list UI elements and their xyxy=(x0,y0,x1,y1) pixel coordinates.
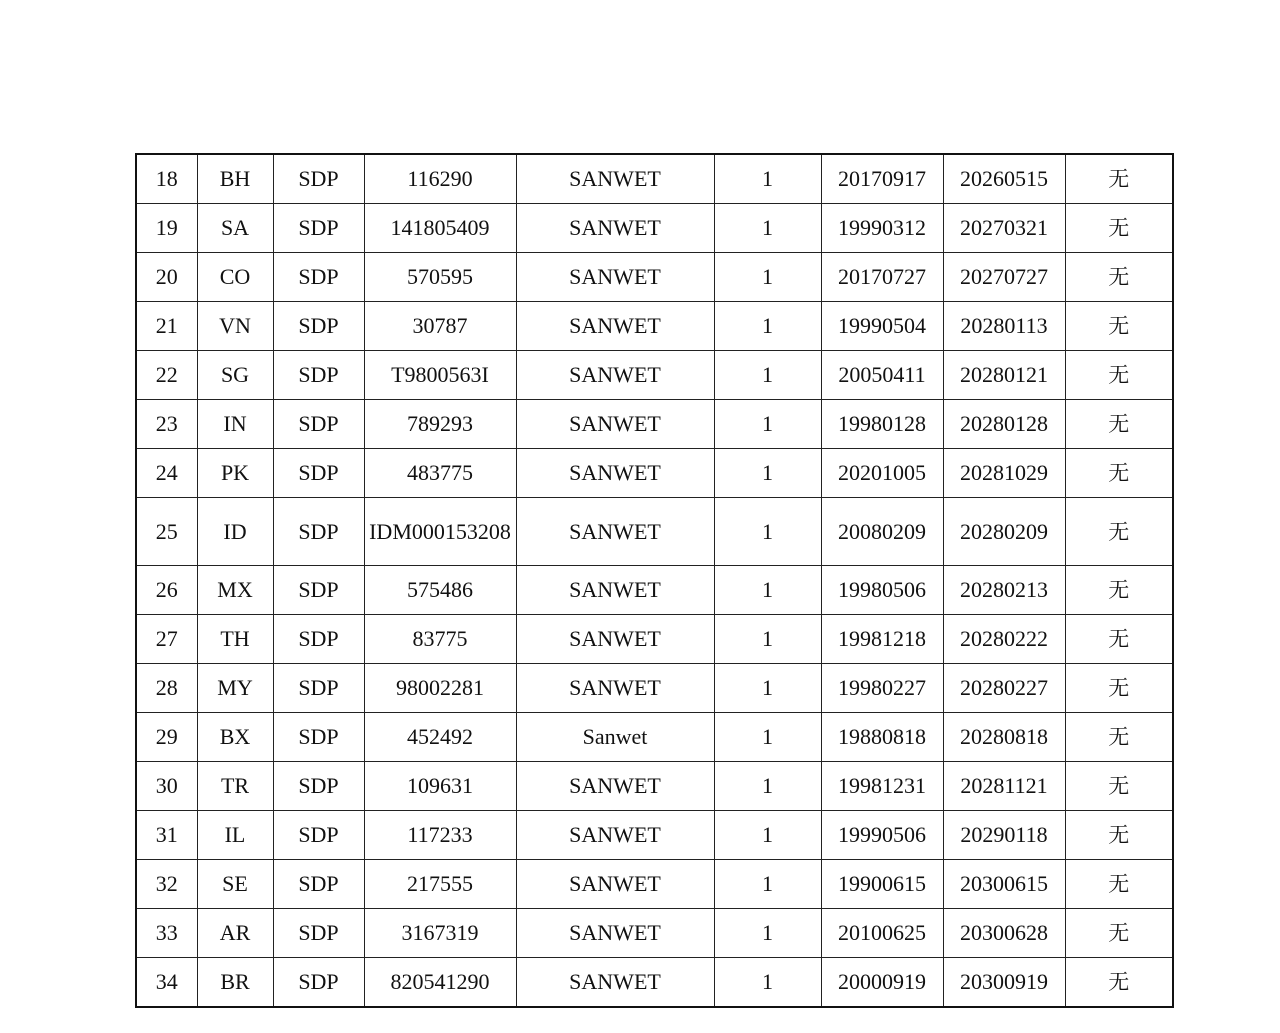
expiry-date-cell: 20270727 xyxy=(943,253,1065,302)
trademark-name-cell: SANWET xyxy=(516,762,714,811)
expiry-date-cell: 20290118 xyxy=(943,811,1065,860)
expiry-date-cell: 20300628 xyxy=(943,909,1065,958)
trademark-name-cell: SANWET xyxy=(516,154,714,204)
row-number-cell: 27 xyxy=(136,615,197,664)
registration-number-cell: T9800563I xyxy=(364,351,516,400)
registration-date-cell: 20201005 xyxy=(821,449,943,498)
class-cell: 1 xyxy=(714,204,821,253)
type-cell: SDP xyxy=(273,909,364,958)
type-cell: SDP xyxy=(273,811,364,860)
country-code-cell: ID xyxy=(197,498,273,566)
registration-date-cell: 20170917 xyxy=(821,154,943,204)
class-cell: 1 xyxy=(714,400,821,449)
registration-number-cell: 83775 xyxy=(364,615,516,664)
registration-date-cell: 20080209 xyxy=(821,498,943,566)
note-cell: 无 xyxy=(1065,204,1173,253)
type-cell: SDP xyxy=(273,302,364,351)
expiry-date-cell: 20280121 xyxy=(943,351,1065,400)
type-cell: SDP xyxy=(273,615,364,664)
country-code-cell: PK xyxy=(197,449,273,498)
row-number-cell: 30 xyxy=(136,762,197,811)
country-code-cell: BH xyxy=(197,154,273,204)
expiry-date-cell: 20280113 xyxy=(943,302,1065,351)
class-cell: 1 xyxy=(714,449,821,498)
table-row xyxy=(136,958,1173,1008)
note-cell: 无 xyxy=(1065,958,1173,1008)
type-cell: SDP xyxy=(273,762,364,811)
expiry-date-cell: 20280818 xyxy=(943,713,1065,762)
row-number-cell: 29 xyxy=(136,713,197,762)
country-code-cell: IL xyxy=(197,811,273,860)
registration-date-cell: 19980128 xyxy=(821,400,943,449)
registration-date-cell: 19900615 xyxy=(821,860,943,909)
trademark-name-cell: SANWET xyxy=(516,498,714,566)
class-cell: 1 xyxy=(714,909,821,958)
class-cell: 1 xyxy=(714,253,821,302)
note-cell: 无 xyxy=(1065,664,1173,713)
note-cell: 无 xyxy=(1065,449,1173,498)
expiry-date-cell: 20280209 xyxy=(943,498,1065,566)
type-cell: SDP xyxy=(273,713,364,762)
note-cell: 无 xyxy=(1065,909,1173,958)
class-cell: 1 xyxy=(714,498,821,566)
note-cell: 无 xyxy=(1065,762,1173,811)
note-cell: 无 xyxy=(1065,400,1173,449)
class-cell: 1 xyxy=(714,566,821,615)
country-code-cell: BX xyxy=(197,713,273,762)
registration-number-cell: 117233 xyxy=(364,811,516,860)
trademark-name-cell: SANWET xyxy=(516,615,714,664)
table-body xyxy=(136,154,1173,1007)
expiry-date-cell: 20280128 xyxy=(943,400,1065,449)
class-cell: 1 xyxy=(714,811,821,860)
registration-date-cell: 19990312 xyxy=(821,204,943,253)
registration-number-cell: 30787 xyxy=(364,302,516,351)
trademark-name-cell: SANWET xyxy=(516,253,714,302)
note-cell: 无 xyxy=(1065,302,1173,351)
trademark-name-cell: SANWET xyxy=(516,302,714,351)
expiry-date-cell: 20300919 xyxy=(943,958,1065,1008)
registration-number-cell: 789293 xyxy=(364,400,516,449)
class-cell: 1 xyxy=(714,664,821,713)
class-cell: 1 xyxy=(714,615,821,664)
table-row xyxy=(136,302,1173,351)
row-number-cell: 28 xyxy=(136,664,197,713)
registration-date-cell: 19980227 xyxy=(821,664,943,713)
country-code-cell: AR xyxy=(197,909,273,958)
trademark-name-cell: SANWET xyxy=(516,566,714,615)
registration-date-cell: 19981231 xyxy=(821,762,943,811)
registration-number-cell: IDM000153208 xyxy=(364,498,516,566)
trademark-name-cell: SANWET xyxy=(516,449,714,498)
type-cell: SDP xyxy=(273,498,364,566)
table-row xyxy=(136,860,1173,909)
registration-number-cell: 217555 xyxy=(364,860,516,909)
trademark-name-cell: SANWET xyxy=(516,909,714,958)
type-cell: SDP xyxy=(273,860,364,909)
note-cell: 无 xyxy=(1065,351,1173,400)
registration-date-cell: 20170727 xyxy=(821,253,943,302)
registration-date-cell: 19880818 xyxy=(821,713,943,762)
note-cell: 无 xyxy=(1065,154,1173,204)
row-number-cell: 32 xyxy=(136,860,197,909)
registration-date-cell: 19990506 xyxy=(821,811,943,860)
trademark-name-cell: Sanwet xyxy=(516,713,714,762)
class-cell: 1 xyxy=(714,154,821,204)
expiry-date-cell: 20280222 xyxy=(943,615,1065,664)
row-number-cell: 34 xyxy=(136,958,197,1008)
row-number-cell: 19 xyxy=(136,204,197,253)
registration-number-cell: 483775 xyxy=(364,449,516,498)
note-cell: 无 xyxy=(1065,253,1173,302)
expiry-date-cell: 20280227 xyxy=(943,664,1065,713)
trademark-name-cell: SANWET xyxy=(516,664,714,713)
table-row xyxy=(136,253,1173,302)
registration-date-cell: 20000919 xyxy=(821,958,943,1008)
type-cell: SDP xyxy=(273,154,364,204)
note-cell: 无 xyxy=(1065,811,1173,860)
registration-date-cell: 19990504 xyxy=(821,302,943,351)
table-row xyxy=(136,762,1173,811)
type-cell: SDP xyxy=(273,253,364,302)
registration-date-cell: 19980506 xyxy=(821,566,943,615)
trademark-name-cell: SANWET xyxy=(516,958,714,1008)
registration-number-cell: 116290 xyxy=(364,154,516,204)
registration-number-cell: 141805409 xyxy=(364,204,516,253)
country-code-cell: TR xyxy=(197,762,273,811)
registration-number-cell: 452492 xyxy=(364,713,516,762)
table-row xyxy=(136,909,1173,958)
registration-date-cell: 20050411 xyxy=(821,351,943,400)
type-cell: SDP xyxy=(273,664,364,713)
registration-number-cell: 820541290 xyxy=(364,958,516,1008)
registration-number-cell: 570595 xyxy=(364,253,516,302)
class-cell: 1 xyxy=(714,860,821,909)
trademark-name-cell: SANWET xyxy=(516,204,714,253)
trademark-name-cell: SANWET xyxy=(516,400,714,449)
country-code-cell: BR xyxy=(197,958,273,1008)
table-row xyxy=(136,154,1173,204)
registration-number-cell: 98002281 xyxy=(364,664,516,713)
country-code-cell: SE xyxy=(197,860,273,909)
country-code-cell: CO xyxy=(197,253,273,302)
expiry-date-cell: 20260515 xyxy=(943,154,1065,204)
expiry-date-cell: 20281029 xyxy=(943,449,1065,498)
registration-number-cell: 109631 xyxy=(364,762,516,811)
country-code-cell: IN xyxy=(197,400,273,449)
note-cell: 无 xyxy=(1065,566,1173,615)
country-code-cell: TH xyxy=(197,615,273,664)
type-cell: SDP xyxy=(273,204,364,253)
country-code-cell: MX xyxy=(197,566,273,615)
table-row xyxy=(136,449,1173,498)
registration-date-cell: 19981218 xyxy=(821,615,943,664)
note-cell: 无 xyxy=(1065,713,1173,762)
row-number-cell: 18 xyxy=(136,154,197,204)
table-row xyxy=(136,615,1173,664)
expiry-date-cell: 20280213 xyxy=(943,566,1065,615)
row-number-cell: 21 xyxy=(136,302,197,351)
trademark-registration-table xyxy=(135,153,1174,1008)
table-row xyxy=(136,351,1173,400)
row-number-cell: 24 xyxy=(136,449,197,498)
registration-number-cell: 3167319 xyxy=(364,909,516,958)
row-number-cell: 22 xyxy=(136,351,197,400)
type-cell: SDP xyxy=(273,566,364,615)
registration-date-cell: 20100625 xyxy=(821,909,943,958)
country-code-cell: VN xyxy=(197,302,273,351)
expiry-date-cell: 20270321 xyxy=(943,204,1065,253)
table-row xyxy=(136,664,1173,713)
type-cell: SDP xyxy=(273,449,364,498)
row-number-cell: 20 xyxy=(136,253,197,302)
row-number-cell: 25 xyxy=(136,498,197,566)
expiry-date-cell: 20281121 xyxy=(943,762,1065,811)
note-cell: 无 xyxy=(1065,498,1173,566)
table-row xyxy=(136,566,1173,615)
table-row xyxy=(136,713,1173,762)
note-cell: 无 xyxy=(1065,860,1173,909)
class-cell: 1 xyxy=(714,302,821,351)
table-row xyxy=(136,811,1173,860)
class-cell: 1 xyxy=(714,762,821,811)
country-code-cell: MY xyxy=(197,664,273,713)
note-cell: 无 xyxy=(1065,615,1173,664)
row-number-cell: 26 xyxy=(136,566,197,615)
table-row xyxy=(136,498,1173,566)
country-code-cell: SG xyxy=(197,351,273,400)
class-cell: 1 xyxy=(714,958,821,1008)
row-number-cell: 31 xyxy=(136,811,197,860)
expiry-date-cell: 20300615 xyxy=(943,860,1065,909)
row-number-cell: 33 xyxy=(136,909,197,958)
type-cell: SDP xyxy=(273,400,364,449)
type-cell: SDP xyxy=(273,351,364,400)
class-cell: 1 xyxy=(714,713,821,762)
table-row xyxy=(136,400,1173,449)
class-cell: 1 xyxy=(714,351,821,400)
registration-number-cell: 575486 xyxy=(364,566,516,615)
type-cell: SDP xyxy=(273,958,364,1008)
country-code-cell: SA xyxy=(197,204,273,253)
trademark-name-cell: SANWET xyxy=(516,811,714,860)
trademark-name-cell: SANWET xyxy=(516,860,714,909)
trademark-name-cell: SANWET xyxy=(516,351,714,400)
table-row xyxy=(136,204,1173,253)
row-number-cell: 23 xyxy=(136,400,197,449)
